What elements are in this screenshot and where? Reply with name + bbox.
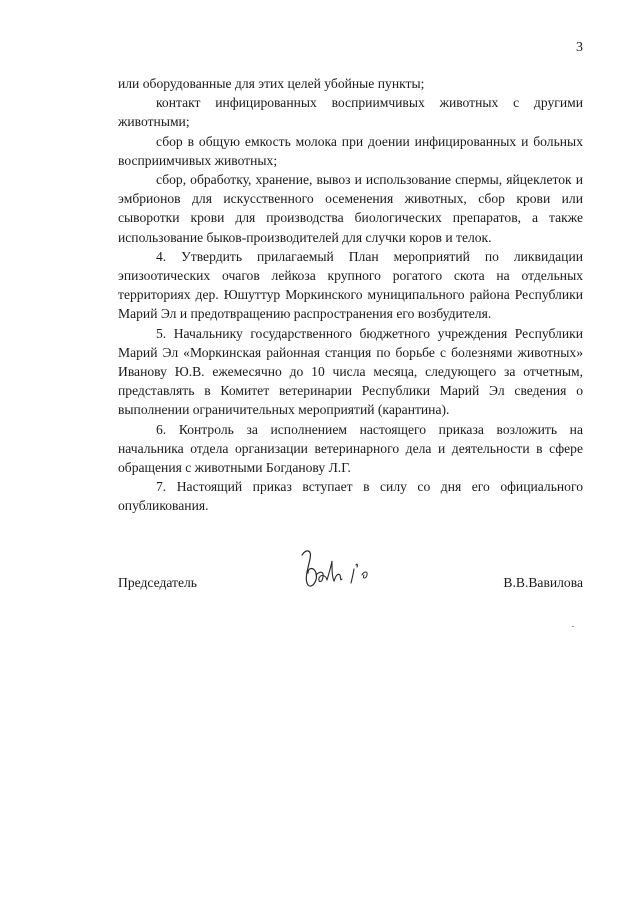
paragraph: сбор, обработку, хранение, вывоз и использование спермы, яйцеклеток и эмбрионов для искусственного осеменения животных, сбор крови или сыворотки крови для производства биологических препаратов, а также использование быков-производителей для случки коров и телок.: [118, 172, 583, 245]
handwritten-signature: [296, 545, 376, 593]
signature-block: [118, 545, 583, 605]
paragraph: 5. Начальнику государственного бюджетного учреждения Республики Марий Эл «Моркинская районная станция по борьбе с болезнями животных» Иванову Ю.В. ежемесячно до 10 числа месяца, следующего за отчетным, представлять в Комитет ветеринарии Республики Марий Эл сведения о выполнении ограничительных мероприятий (карантина).: [118, 325, 583, 418]
page-number: 3: [576, 40, 583, 55]
paragraph: 4. Утвердить прилагаемый План мероприятий по ликвидации эпизоотических очагов лейкоза крупного рогатого скота на отдельных территориях дер. Юшуттур Моркинского муниципального района Республики Марий Эл и предотвращению распространения его возбудителя.: [118, 248, 583, 322]
signer-title: Председатель: [118, 575, 197, 590]
paragraph: контакт инфицированных восприимчивых животных с другими животными;: [118, 95, 583, 130]
scan-speck: [572, 626, 574, 627]
paragraph: 7. Настоящий приказ вступает в силу со дня его официального опубликования.: [118, 479, 583, 514]
paragraph: 6. Контроль за исполнением настоящего приказа возложить на начальника отдела организации ветеринарного дела и деятельности в сфере обращения с животными Богданову Л.Г.: [118, 421, 583, 476]
signer-name: В.В.Вавилова: [503, 575, 583, 590]
paragraph: или оборудованные для этих целей убойные пункты;: [118, 76, 425, 91]
paragraph: сбор в общую емкость молока при доении инфицированных и больных восприимчивых животных;: [118, 133, 583, 168]
document-body: [118, 74, 583, 516]
